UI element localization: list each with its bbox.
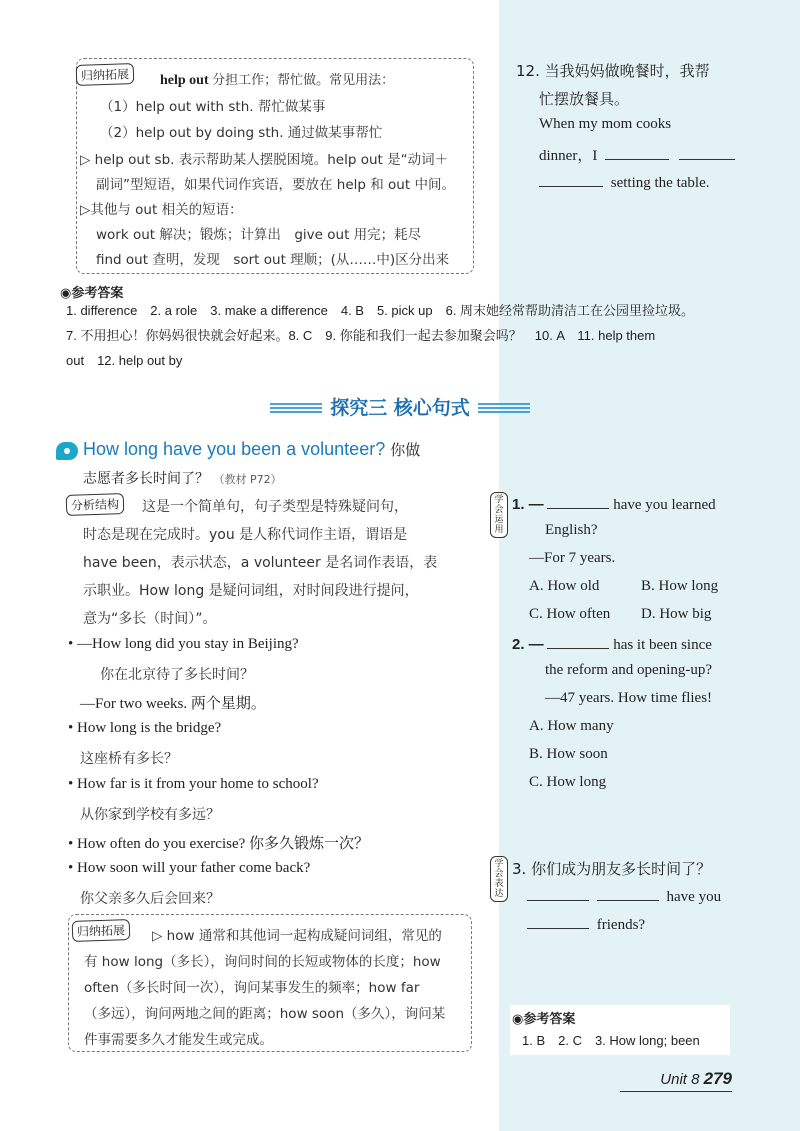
title-stripes-left bbox=[270, 403, 322, 414]
example-1-en: • —How long did you stay in Beijing? bbox=[68, 636, 299, 652]
help-out-definition: 分担工作；帮忙做。常见用法： bbox=[212, 73, 395, 88]
q12-cn-line1: 12. 当我妈妈做晚餐时，我帮 bbox=[516, 62, 710, 80]
pq1-line2: English? bbox=[545, 522, 598, 538]
q12-blank-3[interactable] bbox=[539, 172, 603, 187]
answers-bottom-text: 1. B 2. C 3. How long; been bbox=[522, 1033, 700, 1048]
key-sentence-cn-2: 志愿者多长时间了？ bbox=[83, 471, 209, 487]
top-note-tag: 归纳拓展 bbox=[76, 63, 135, 86]
q12-blank-1[interactable] bbox=[605, 145, 669, 160]
pq2-rest: has it been since bbox=[613, 637, 712, 653]
example-3-en: • How long is the bridge? bbox=[68, 720, 222, 736]
pq1-option-c[interactable]: C. How often bbox=[529, 606, 611, 622]
bottom-note-line-3: often（多长时间一次），询问某事发生的频率；how far bbox=[84, 980, 420, 996]
analysis-line-3: have been，表示状态，a volunteer 是名词作表语，表 bbox=[83, 555, 438, 571]
top-note-line-8: find out 查明，发现 sort out 理顺；(从……中)区分出来 bbox=[96, 252, 450, 268]
answer-icon: ◉ bbox=[60, 286, 72, 301]
answers-top-title bbox=[60, 282, 123, 301]
answers-bottom-title bbox=[512, 1008, 575, 1027]
pq1-option-a[interactable]: A. How old bbox=[529, 578, 600, 594]
bottom-note-line-2: 有 how long（多长），询问时间的长短或物体的长度；how bbox=[84, 954, 441, 970]
pq1-option-b[interactable]: B. How long bbox=[641, 578, 719, 594]
footer-rule bbox=[620, 1091, 732, 1092]
bottom-note-line-1: ▷ how 通常和其他词一起构成疑问词组，常见的 bbox=[152, 928, 442, 944]
q12-blank-2[interactable] bbox=[679, 145, 735, 160]
key-sentence bbox=[83, 439, 420, 460]
q12-en-line3 bbox=[539, 172, 709, 192]
pq3-blank-1[interactable] bbox=[527, 886, 589, 901]
answers-top-line1: 1. difference 2. a role 3. make a difference 4. B 5. pick up 6. 周末她经常帮助清洁工在公园里捡垃圾。 bbox=[66, 303, 695, 318]
answers-top-line2: 7. 不用担心！你妈妈很快就会好起来。8. C 9. 你能和我们一起去参加聚会吗？ 10. A 11. help them bbox=[66, 328, 656, 343]
practice-tag-express: 学会表达 bbox=[490, 856, 508, 902]
practice-tag-use: 学会运用 bbox=[490, 492, 508, 538]
top-note-line-2: （1）help out with sth. 帮忙做某事 bbox=[100, 99, 326, 115]
pq2-option-c[interactable]: C. How long bbox=[529, 774, 607, 790]
analysis-line-2: 时态是现在完成时。you 是人称代词作主语，谓语是 bbox=[83, 527, 408, 543]
top-note-line-1 bbox=[160, 69, 394, 89]
q12-en-line2 bbox=[539, 144, 735, 165]
key-sentence-icon bbox=[56, 442, 78, 460]
top-note-line-5: 副词”型短语，如果代词作宾语，要放在 help 和 out 中间。 bbox=[96, 177, 455, 193]
answers-top-line3: out 12. help out by bbox=[66, 353, 183, 368]
pq3-line2 bbox=[527, 886, 721, 906]
pq1-rest: have you learned bbox=[613, 497, 716, 513]
top-note-line-6: ▷其他与 out 相关的短语： bbox=[80, 202, 243, 218]
pq3-line2-text: friends? bbox=[596, 917, 646, 933]
q12-en-line3-text: setting the table. bbox=[610, 175, 710, 191]
answer-icon-2: ◉ bbox=[512, 1012, 524, 1027]
footer-page-number: 279 bbox=[703, 1069, 732, 1088]
answers-bottom-title-text: 参考答案 bbox=[523, 1012, 576, 1027]
bottom-note-line-4: （多远），询问两地之间的距离；how soon（多久），询问某 bbox=[84, 1006, 446, 1022]
top-note-line-4: ▷ help out sb. 表示帮助某人摆脱困境。help out 是“动词＋ bbox=[80, 152, 449, 168]
help-out-term: help out bbox=[160, 73, 209, 88]
analysis-line-1: 这是一个简单句，句子类型是特殊疑问句， bbox=[142, 499, 408, 515]
key-sentence-en: How long have you been a volunteer? bbox=[83, 439, 386, 459]
section-title bbox=[0, 393, 800, 420]
bottom-note-tag: 归纳拓展 bbox=[72, 919, 131, 942]
example-1-cn: 你在北京待了多长时间？ bbox=[100, 667, 254, 683]
pq2-blank[interactable] bbox=[547, 634, 609, 649]
pq3-rest: have you bbox=[666, 889, 722, 905]
footer-unit: Unit 8 bbox=[660, 1071, 700, 1088]
pq1-lead: 1. — bbox=[512, 496, 544, 513]
answers-top-title-text: 参考答案 bbox=[71, 286, 124, 301]
example-2-en: —For two weeks. 两个星期。 bbox=[80, 696, 266, 712]
pq1-line1 bbox=[512, 494, 716, 514]
pq2-line2: the reform and opening-up? bbox=[545, 662, 713, 678]
title-stripes-right bbox=[478, 403, 530, 414]
pq2-line3: —47 years. How time flies! bbox=[545, 690, 713, 706]
q12-en-line1: When my mom cooks bbox=[539, 116, 672, 132]
example-4-cn: 从你家到学校有多远？ bbox=[80, 807, 220, 823]
key-sentence-line2 bbox=[83, 468, 282, 488]
pq2-lead: 2. — bbox=[512, 636, 544, 653]
pq3-blank-2[interactable] bbox=[597, 886, 659, 901]
section-title-text: 探究三 核心句式 bbox=[330, 397, 470, 419]
pq3-blank-3[interactable] bbox=[527, 914, 589, 929]
analysis-tag: 分析结构 bbox=[66, 493, 125, 516]
pq2-option-a[interactable]: A. How many bbox=[529, 718, 614, 734]
pq1-option-d[interactable]: D. How big bbox=[641, 606, 712, 622]
top-note-line-7: work out 解决；锻炼；计算出 give out 用完；耗尽 bbox=[96, 227, 422, 243]
pq3-line3 bbox=[527, 914, 645, 934]
analysis-line-5: 意为“多长（时间）”。 bbox=[83, 611, 217, 627]
pq1-line3: —For 7 years. bbox=[529, 550, 616, 566]
key-sentence-source: （教材 P72） bbox=[213, 473, 282, 486]
q12-en-line2-text: dinner，I bbox=[539, 148, 598, 164]
top-note-line-3: （2）help out by doing sth. 通过做某事帮忙 bbox=[100, 125, 383, 141]
q12-cn-line2: 忙摆放餐具。 bbox=[539, 90, 630, 108]
example-3-cn: 这座桥有多长？ bbox=[80, 751, 178, 767]
example-4-en: • How far is it from your home to school? bbox=[68, 776, 319, 792]
bottom-note-line-5: 件事需要多久才能发生或完成。 bbox=[84, 1032, 273, 1048]
page-footer bbox=[660, 1069, 732, 1089]
example-6-cn: 你父亲多久后会回来？ bbox=[80, 891, 220, 907]
pq2-option-b[interactable]: B. How soon bbox=[529, 746, 608, 762]
pq3-cn: 3. 你们成为朋友多长时间了？ bbox=[512, 860, 712, 878]
key-sentence-cn-1: 你做 bbox=[390, 441, 421, 459]
pq2-line1 bbox=[512, 634, 712, 654]
example-6-en: • How soon will your father come back? bbox=[68, 860, 311, 876]
analysis-line-4: 示职业。How long 是疑问词组，对时间段进行提问， bbox=[83, 583, 419, 599]
pq1-blank[interactable] bbox=[547, 494, 609, 509]
example-5-en: • How often do you exercise? 你多久锻炼一次？ bbox=[68, 836, 370, 852]
